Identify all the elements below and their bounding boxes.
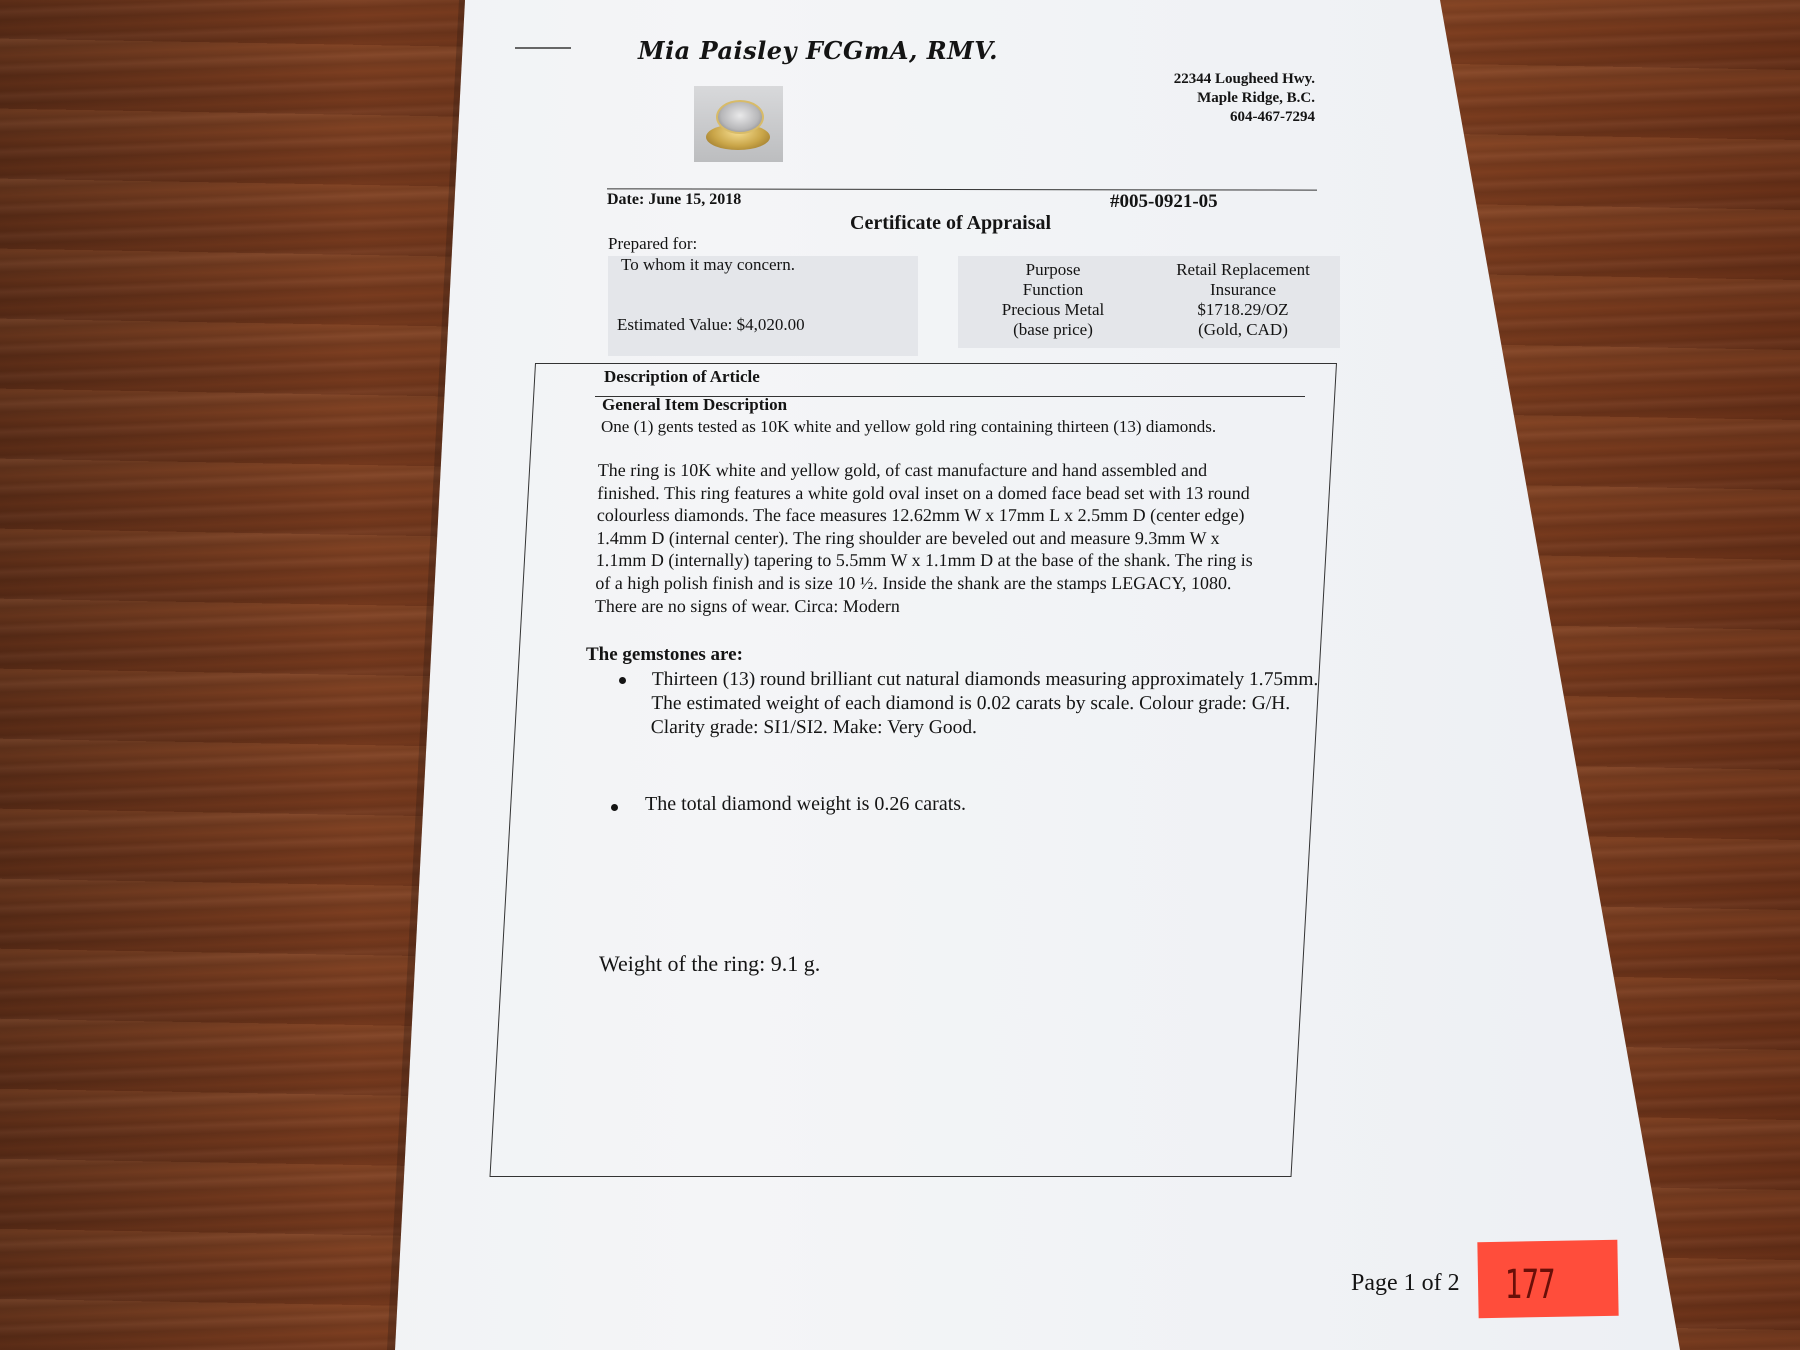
appraiser-name: Mia Paisley FCGmA, RMV. [638, 36, 999, 65]
estimated-value: Estimated Value: $4,020.00 [617, 315, 805, 334]
gemstone-line: The estimated weight of each diamond is 0.02 carats by scale. Colour grade: G/H. [651, 693, 1291, 714]
description-line: of a high polish finish and is size 10 ½. Inside the shank are the stamps LEGACY, 1080. [595, 572, 1232, 593]
purpose-labels [988, 260, 1118, 340]
base-price-label: (base price) [1013, 320, 1093, 339]
function-label: Function [1022, 280, 1084, 299]
prepared-for-label: Prepared for: [608, 234, 698, 253]
ring-face [716, 100, 764, 134]
page-number: Page 1 of 2 [1351, 1270, 1460, 1296]
description-line: The ring is 10K white and yellow gold, of cast manufacture and hand assembled and [597, 460, 1208, 480]
ring-photo [694, 86, 783, 162]
bullet-point [619, 677, 626, 684]
general-description-heading: General Item Description [602, 395, 788, 414]
address-line: Maple Ridge, B.C. [1197, 90, 1315, 106]
description-line: colourless diamonds. The face measures 12.62mm W x 17mm L x 2.5mm D (center edge) [596, 505, 1245, 526]
description-line: There are no signs of wear. Circa: Modern [594, 595, 901, 616]
general-description-text: One (1) gents tested as 10K white and yellow gold ring containing thirteen (13) diamonds. [601, 417, 1217, 436]
ring-description [595, 459, 1255, 617]
appraiser-address [1120, 70, 1315, 127]
phone-number: 604-467-7294 [1230, 109, 1315, 125]
description-line: 1.1mm D (internally) tapering to 5.5mm W x 1.1mm D at the base of the shank. The ring is [595, 550, 1253, 571]
purpose-values [1148, 260, 1338, 340]
gemstone-details [650, 668, 1318, 740]
prepared-for-value: To whom it may concern. [621, 255, 795, 274]
gemstone-line: Thirteen (13) round brilliant cut natural diamonds measuring approximately 1.75mm. [651, 669, 1319, 690]
description-line: 1.4mm D (internal center). The ring shoulder are beveled out and measure 9.3mm W x [596, 527, 1220, 548]
description-heading: Description of Article [604, 367, 760, 386]
address-line: 22344 Lougheed Hwy. [1173, 71, 1315, 87]
purpose-value: Retail Replacement [1176, 260, 1310, 279]
description-line: finished. This ring features a white gold oval inset on a domed face bead set with 13 round [597, 482, 1251, 503]
tag-number: 177 [1505, 1262, 1555, 1308]
appraisal-date: Date: June 15, 2018 [607, 191, 742, 208]
ring-weight: Weight of the ring: 9.1 g. [599, 951, 821, 976]
bullet-point [611, 804, 618, 811]
metal-price-value: $1718.29/OZ [1197, 300, 1289, 319]
precious-metal-label: Precious Metal [1001, 300, 1105, 319]
staple-mark [515, 47, 571, 49]
gemstone-line: Clarity grade: SI1/SI2. Make: Very Good. [650, 717, 978, 738]
metal-currency-value: (Gold, CAD) [1198, 320, 1288, 339]
certificate-number: #005-0921-05 [1110, 191, 1218, 212]
total-diamond-weight: The total diamond weight is 0.26 carats. [645, 793, 967, 815]
gemstones-heading: The gemstones are: [586, 644, 743, 665]
certificate-title: Certificate of Appraisal [850, 212, 1052, 234]
function-value: Insurance [1209, 280, 1277, 299]
purpose-label: Purpose [1025, 260, 1081, 279]
